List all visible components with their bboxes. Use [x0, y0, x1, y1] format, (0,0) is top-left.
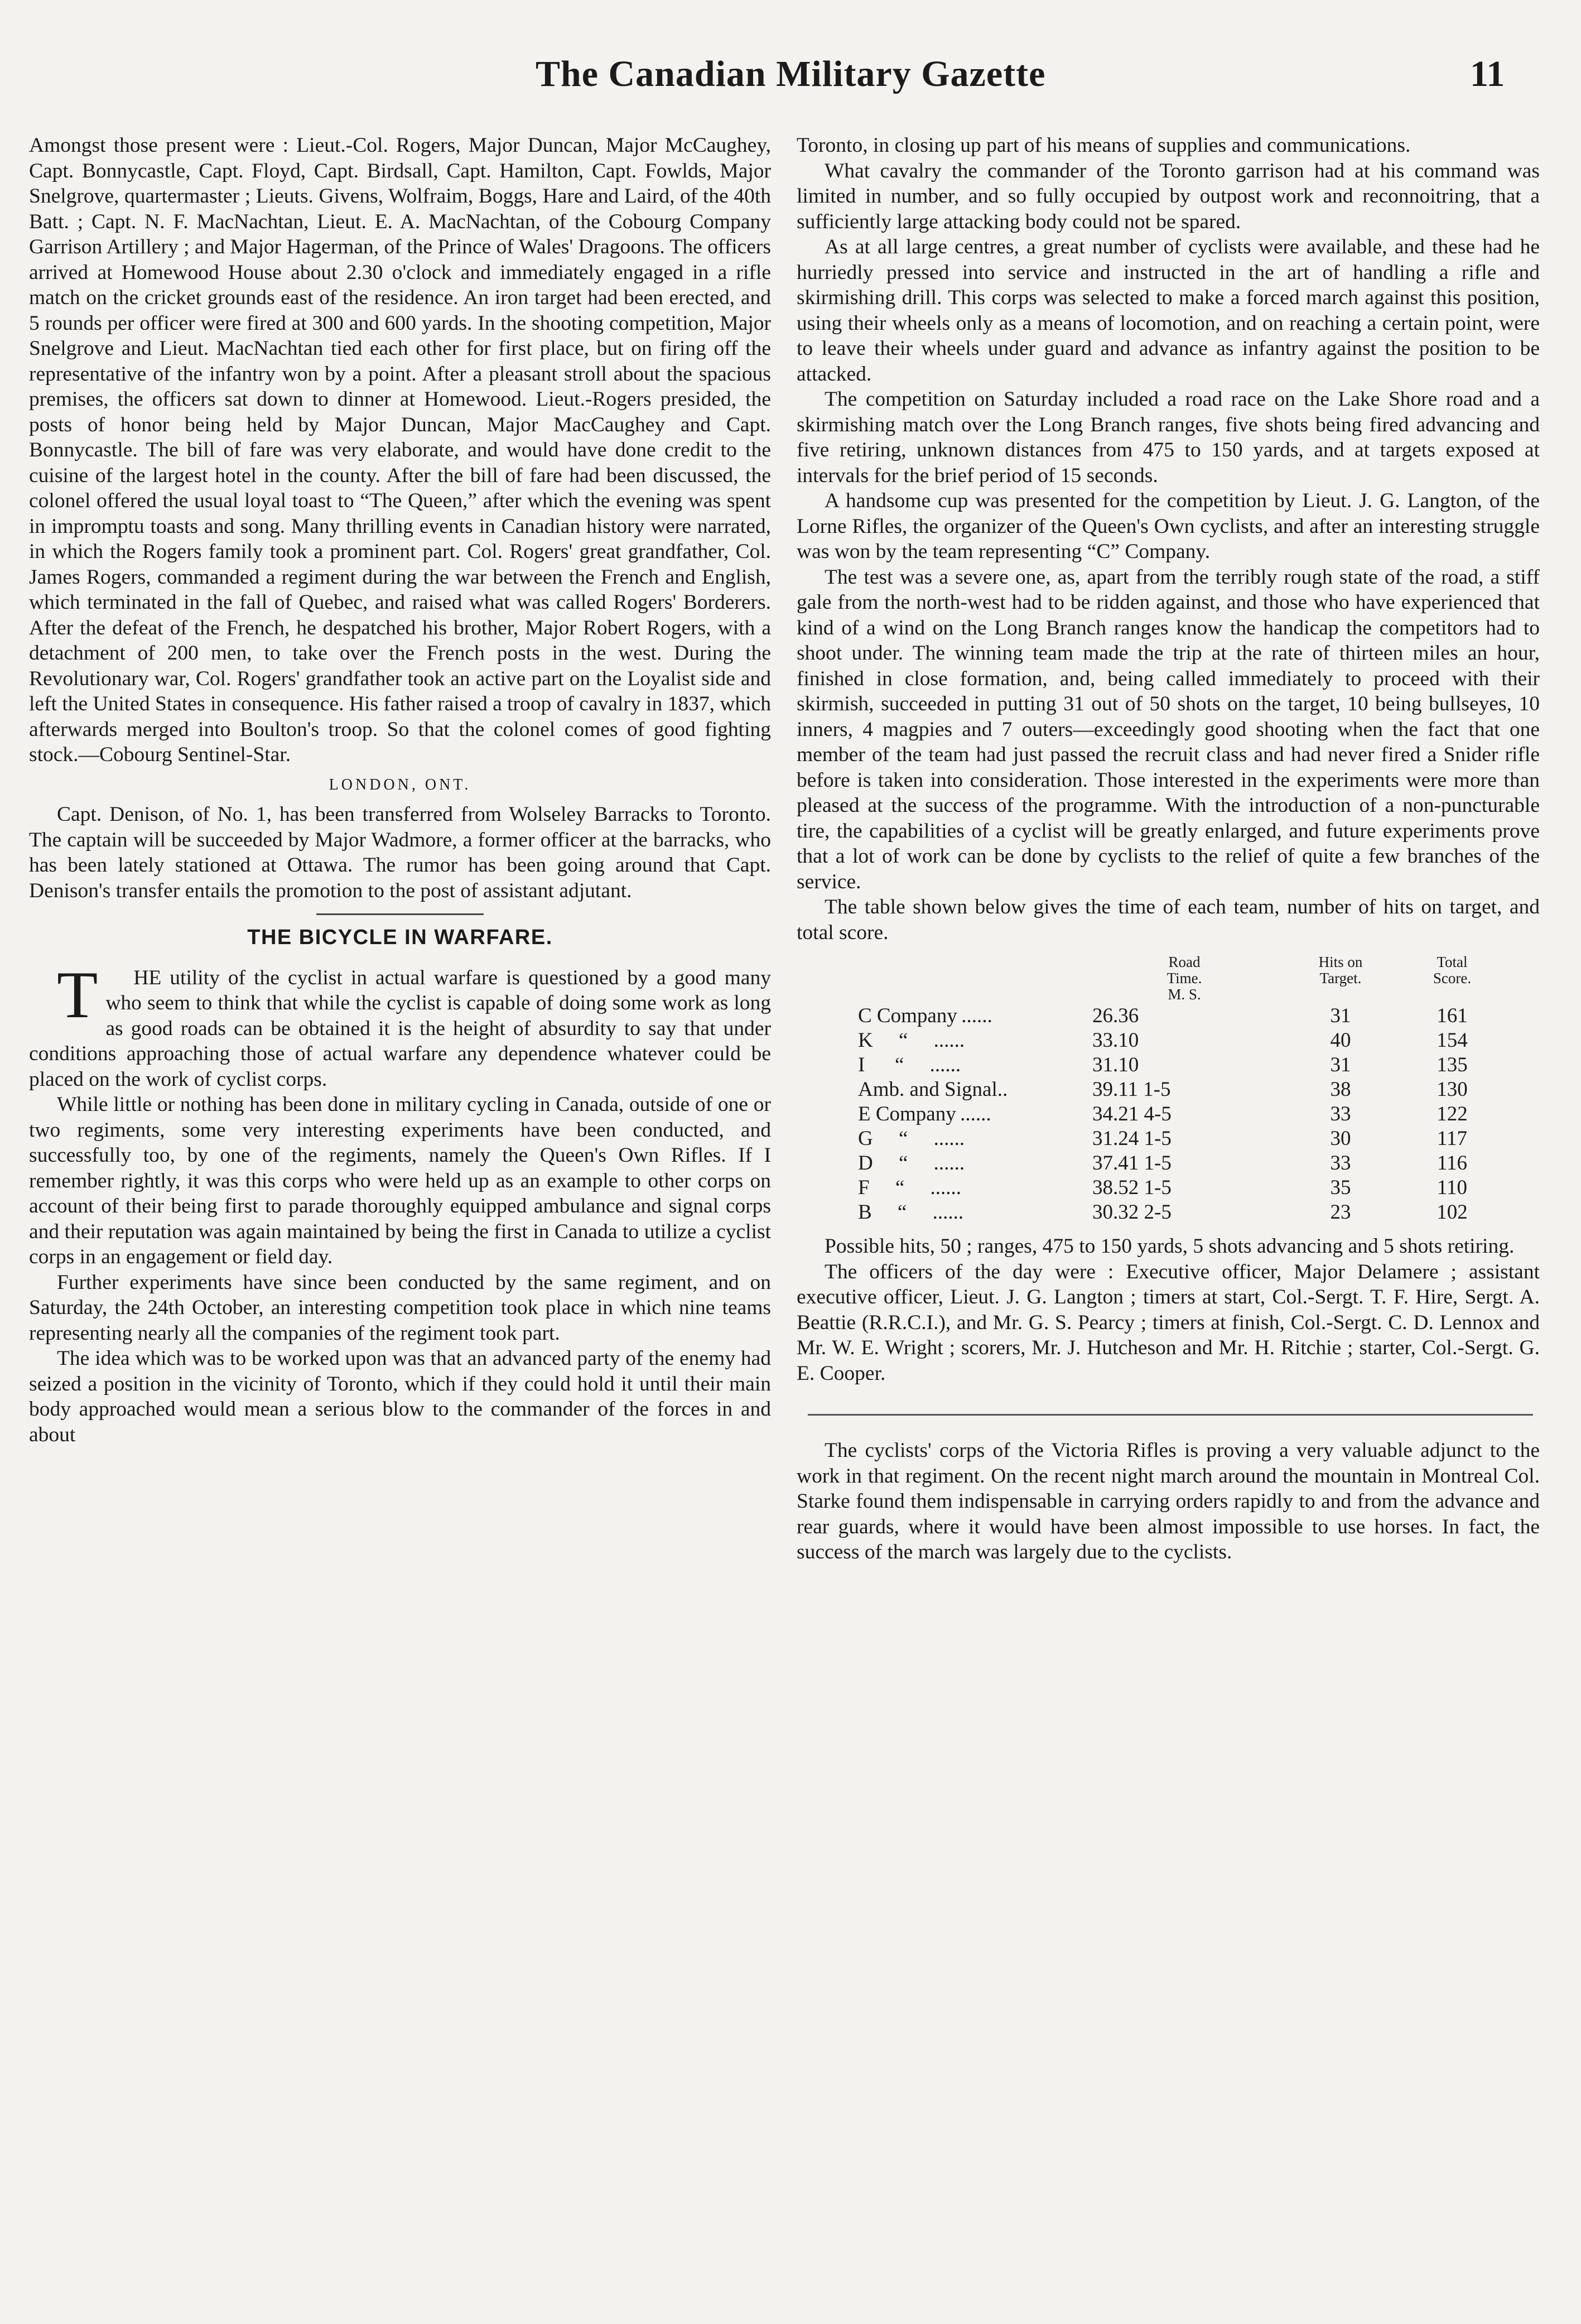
paragraph-bicycle-intro	[29, 957, 771, 1093]
results-table	[858, 954, 1500, 1225]
table-row: F “ ...... 38.52 1-5 35 110	[858, 1176, 1468, 1199]
paragraph-possible-hits: Possible hits, 50 ; ranges, 475 to 150 yards, 5 shots advancing and 5 shots retiring.	[825, 1235, 1515, 1258]
header-score-line2: Score.	[1433, 970, 1472, 987]
table-header-row	[858, 954, 1500, 1004]
table-header-hits	[1276, 954, 1405, 1004]
header-time-line2: Time.	[1167, 970, 1202, 987]
paragraph-continued: Toronto, in closing up part of his means of supplies and communications.	[797, 134, 1411, 157]
page-number: 11	[1470, 54, 1505, 94]
paragraph-victoria-rifles: The cyclists' corps of the Victoria Rifles is proving a very valuable adjunct to the work in that regiment. On the recent night march around the mountain in Montreal Col. Starke found them indispensable in carrying orders rapidly to and from the advance and rear guards, where it would have been almost impossible to use horses. In fact, the success of the march was largely due to the cyclists.	[797, 1439, 1540, 1563]
drop-cap: T	[57, 957, 98, 1032]
paragraph-officers-present: Amongst those present were : Lieut.-Col. Rogers, Major Duncan, Major McCaughey, Capt. Bonnycastle, Capt. Floyd, Capt. Birdsall, Capt. Hamilton, Capt. Fowlds, Major Snelgrove, quartermaster ; Lieuts. Givens, Wolfraim, Boggs, Hare and Laird, of the 40th Batt. ; Capt. N. F. MacNachtan, Lieut. E. A. MacNachtan, of the Cobourg Company Garrison Artillery ; and Major Hagerman, of the Prince of Wales' Dragoons. The officers arrived at Homewood House about 2.30 o'clock and immediately engaged in a rifle match on the cricket grounds east of the residence. An iron target had been erected, and 5 rounds per officer were fired at 300 and 600 yards. In the shooting competition, Major Snelgrove and Lieut. MacNachtan tied each other for first place, but on firing off the representative of the infantry won by a point. After a pleasant stroll about the spacious premises, the officers sat down to dinner at Homewood. Lieut.-Rogers presided, the posts of honor being held by Major Duncan, Major MacCaughey and Capt. Bonnycastle. The bill of fare was very elaborate, and would have done credit to the cuisine of the largest hotel in the county. After the bill of fare had been discussed, the colonel offered the usual loyal toast to “The Queen,” after which the evening was spent in impromptu toasts and song. Many thrilling events in Canadian history were narrated, in which the Rogers family took a prominent part. Col. Rogers' great grandfather, Col. James Rogers, commanded a regiment during the war between the French and English, which terminated in the fall of Quebec, and raised what was called Rogers' Borderers. After the defeat of the French, he despatched his brother, Major Robert Rogers, with a detachment of 200 men, to take over the French posts in the west. During the Revolutionary war, Col. Rogers' grandfather took an active part on the Loyalist side and left the United States in consequence. His father raised a troop of cavalry in 1837, which afterwards merged into Boulton's troop. So that the colonel comes of good fighting stock.—Cobourg Sentinel-Star.	[29, 134, 771, 766]
table-header-time	[1092, 954, 1276, 1004]
table-row: D “ ...... 37.41 1-5 33 116	[858, 1152, 1468, 1175]
section-divider	[316, 913, 484, 915]
paragraph-cyclists-available: As at all large centres, a great number of cyclists were available, and these had he hurriedly pressed into service and instructed in the art of handling a rifle and skirmishing drill. This corps was selected to make a forced march against this position, using their wheels only as a means of locomotion, and on reaching a certain point, were to leave their wheels under guard and advance as infantry against the position to be attacked.	[797, 235, 1540, 386]
paragraph-idea: The idea which was to be worked upon was that an advanced party of the enemy had seized a position in the vicinity of Toronto, which if they could hold it until their main body approached would mean a serious blow to the commander of the forces in and about	[29, 1347, 771, 1446]
paragraph-further-experiments: Further experiments have since been conducted by the same regiment, and on Saturday, the 24th October, an interesting competition took place in which nine teams representing nearly all the companies of the regiment took part.	[29, 1271, 771, 1345]
table-header-score	[1405, 954, 1500, 1004]
table-row: B “ ...... 30.32 2-5 23 102	[858, 1201, 1468, 1224]
paragraph-military-cycling: While little or nothing has been done in military cycling in Canada, outside of one or two regiments, some very interesting experiments have been conducted, and successfully too, by one of the regiments, namely the Queen's Own Rifles. If I remember rightly, it was this corps who were held up as an example to other corps on account of their being first to parade thoroughly equipped ambulance and signal corps and their reputation was again maintained by being the first in Canada to utilize a cyclist corps in an engagement or field day.	[29, 1093, 771, 1268]
paragraph-officers-of-day: The officers of the day were : Executive officer, Major Delamere ; assistant executive officer, Lieut. J. G. Langton ; timers at start, Col.-Sergt. T. F. Hire, Sergt. A. Beattie (R.R.C.I.), and Mr. G. S. Pearcy ; timers at finish, Col.-Sergt. C. D. Lennox and Mr. W. E. Wright ; scorers, Mr. J. Hutcheson and Mr. H. Ritchie ; starter, Col.-Sergt. G. E. Cooper.	[797, 1260, 1540, 1385]
publication-title: The Canadian Military Gazette	[536, 54, 1046, 94]
table-row: Amb. and Signal.. 39.11 1-5 38 130	[858, 1078, 1468, 1101]
right-column	[797, 133, 1540, 1565]
header-hits-line2: Target.	[1319, 970, 1362, 987]
left-column	[29, 133, 771, 1447]
table-row: C Company ...... 26.36 31 161	[858, 1004, 1468, 1027]
table-row: E Company ...... 34.21 4-5 33 122	[858, 1103, 1468, 1125]
paragraph-bicycle-intro-text: HE utility of the cyclist in actual warfare is questioned by a good many who seem to think that while the cyclist is capable of doing some work as long as good roads can be obtained it is the height of absurdity to say that under conditions approaching those of actual warfare any dependence whatever could be placed on the work of cyclist corps.	[29, 966, 771, 1091]
table-row: I “ ...... 31.10 31 135	[858, 1053, 1468, 1076]
header-time-units: M. S.	[1168, 986, 1201, 1003]
paragraph-cup: A handsome cup was presented for the competition by Lieut. J. G. Langton, of the Lorne Rifles, the organizer of the Queen's Own cyclists, and after an interesting struggle was won by the team representing “C” Company.	[797, 489, 1540, 563]
table-row: G “ ...... 31.24 1-5 30 117	[858, 1127, 1468, 1150]
header-hits-line1: Hits on	[1318, 954, 1363, 970]
article-heading: THE BICYCLE IN WARFARE.	[247, 926, 553, 949]
paragraph-test: The test was a severe one, as, apart from the terribly rough state of the road, a stiff gale from the north-west had to be ridden against, and those who have experienced that kind of a wind on the Long Branch ranges know the handicap the competitors had to shoot under. The winning team made the trip at the rate of thirteen miles an hour, finished in close formation, and, being called immediately to proceed with their skirmish, succeeded in putting 31 out of 50 shots on the target, 10 being bullseyes, 10 inners, 4 magpies and 7 outers—exceedingly good shooting when the fact that one member of the team had just passed the recruit class and had never fired a Snider rifle before is taken into consideration. Those interested in the experiments were more than pleased at the success of the programme. With the introduction of a non-puncturable tire, the capabilities of a cyclist will be greatly enlarged, and future experiments prove that a lot of work can be done by cyclists to the relief of quite a few branches of the service.	[797, 565, 1540, 893]
header-time-line1: Road	[1168, 954, 1201, 970]
table-header-team	[858, 954, 1092, 1004]
paragraph-cavalry: What cavalry the commander of the Toronto garrison had at his command was limited in number, and so fully occupied by outpost work and reconnoitring, that a sufficiently large attacking body could not be spared.	[797, 159, 1540, 233]
table-row: K “ ...... 33.10 40 154	[858, 1029, 1468, 1052]
paragraph-denison-transfer: Capt. Denison, of No. 1, has been transferred from Wolseley Barracks to Toronto. The captain will be succeeded by Major Wadmore, a former officer at the barracks, who has been lately stationed at Ottawa. The rumor has been going around that Capt. Denison's transfer entails the promotion to the post of assistant adjutant.	[29, 803, 771, 902]
paragraph-table-intro: The table shown below gives the time of each team, number of hits on target, and total score.	[797, 896, 1540, 944]
page-header	[0, 53, 1581, 103]
header-score-line1: Total	[1437, 954, 1468, 970]
dateline: LONDON, ONT.	[329, 776, 471, 793]
paragraph-competition: The competition on Saturday included a road race on the Lake Shore road and a skirmishing match over the Long Branch ranges, five shots being fired advancing and five retiring, unknown distances from 475 to 150 yards, and at targets exposed at intervals for the brief period of 15 seconds.	[797, 388, 1540, 487]
section-divider	[808, 1414, 1533, 1416]
